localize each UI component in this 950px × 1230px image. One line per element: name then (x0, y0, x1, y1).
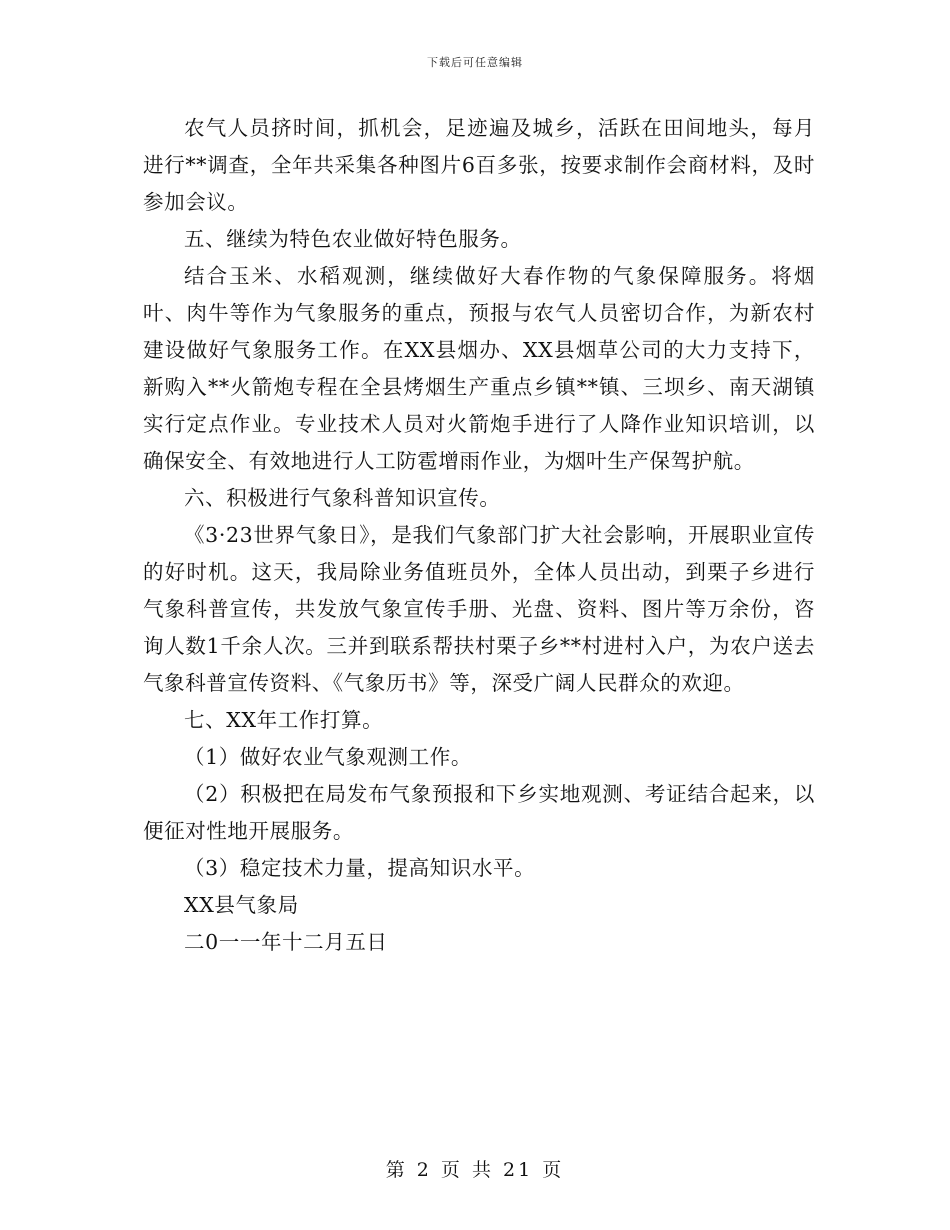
paragraph-agri-staff: 农气人员挤时间，抓机会，足迹遍及城乡，活跃在田间地头，每月进行**调查，全年共采集各种图片6百多张，按要求制作会商材料，及时参加会议。 (143, 116, 815, 214)
page-number: 第 2 页 共 21 页 (385, 1159, 565, 1181)
paragraph-science-publicity: 《3·23世界气象日》，是我们气象部门扩大社会影响，开展职业宣传的好时机。这天，我局除业务值班员外，全体人员出动，到栗子乡进行气象科普宣传，共发放气象宣传手册、光盘、资料、图片等万余份，咨询人数1千余人次。三并到联系帮扶村栗子乡**村进村入户，为农户送去气象科普宣传资料、《气象历书》等，深受广阔人民群众的欢迎。 (143, 523, 815, 695)
plan-item-3: （3）稳定技术力量，提高知识水平。 (184, 856, 536, 880)
section-heading-seven: 七、XX年工作打算。 (184, 708, 384, 732)
plan-item-1: （1）做好农业气象观测工作。 (184, 745, 472, 769)
page-header-note: 下载后可任意编辑 (427, 56, 523, 69)
signature-date: 二0一一年十二月五日 (184, 930, 388, 954)
section-heading-six: 六、积极进行气象科普知识宣传。 (184, 486, 501, 510)
plan-item-2: （2）积极把在局发布气象预报和下乡实地观测、考证结合起来，以便征对性地开展服务。 (143, 782, 815, 843)
document-body (143, 110, 815, 961)
section-heading-five: 五、继续为特色农业做好特色服务。 (184, 227, 522, 251)
signature-org: XX县气象局 (184, 893, 299, 917)
paragraph-special-service: 结合玉米、水稻观测，继续做好大春作物的气象保障服务。将烟叶、肉牛等作为气象服务的重点，预报与农气人员密切合作，为新农村建设做好气象服务工作。在XX县烟办、XX县烟草公司的大力支持下，新购入**火箭炮专程在全县烤烟生产重点乡镇**镇、三坝乡、南天湖镇实行定点作业。专业技术人员对火箭炮手进行了人降作业知识培训，以确保安全、有效地进行人工防雹增雨作业，为烟叶生产保驾护航。 (143, 264, 815, 473)
